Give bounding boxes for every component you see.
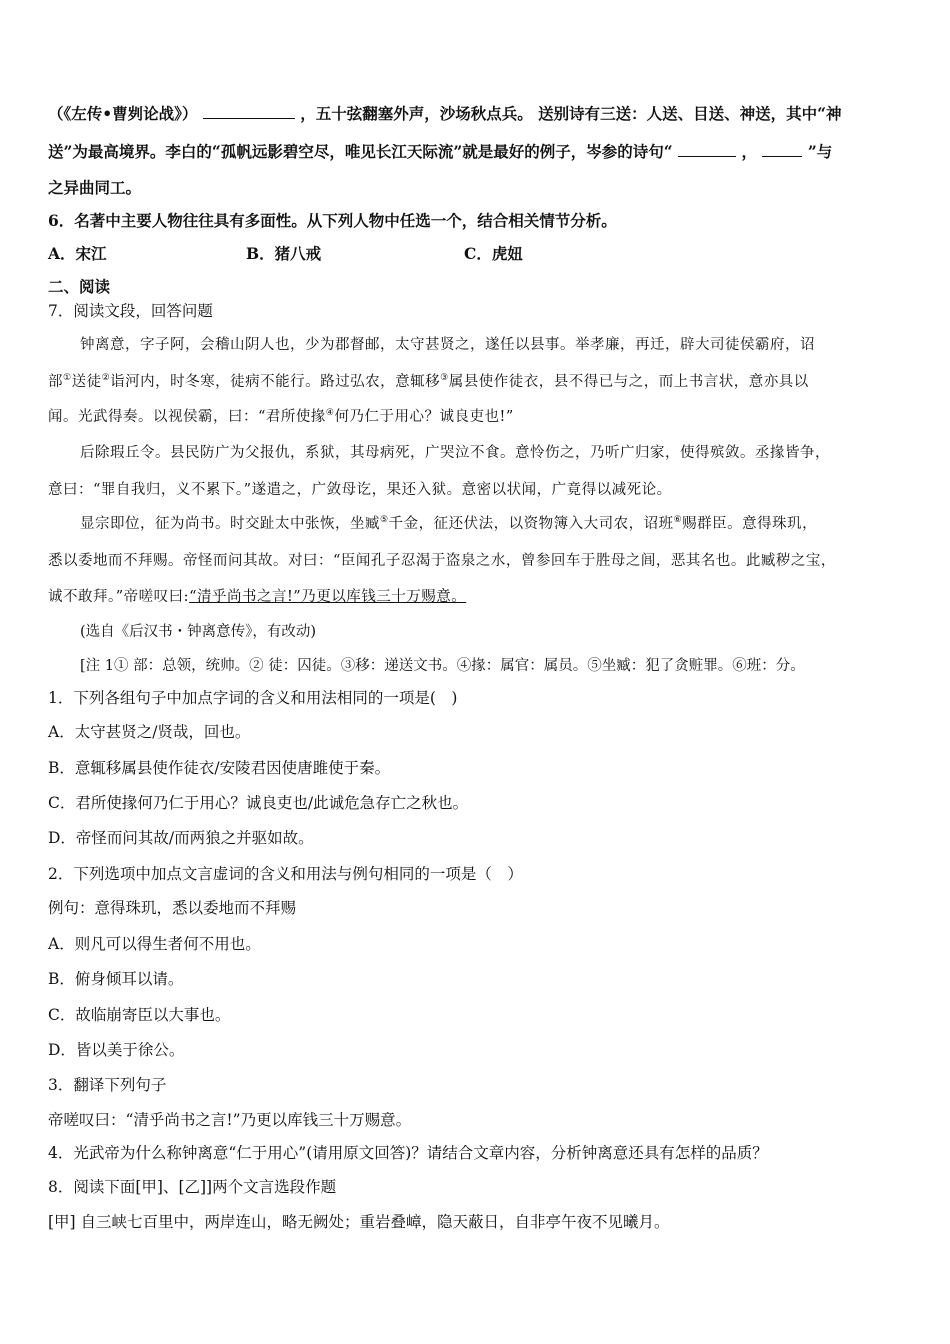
sub1-option-c: C．君所使掾何乃仁于用心？诚良吏也/此诚危急存亡之秋也。: [48, 794, 469, 812]
sub3-stem: 3．翻译下列句子: [48, 1076, 167, 1094]
sub1-stem: 1．下列各组句子中加点字词的含义和用法相同的一项是( ): [48, 689, 458, 707]
passage-line: [48, 372, 809, 392]
q8-stem: 8．阅读下面[甲]、[乙]]两个文言选段作题: [48, 1178, 337, 1196]
q5-source-text: （《左传•曹刿论战》）: [48, 104, 198, 123]
q5-comma: ，: [741, 142, 757, 161]
passage-text: 千金，征还伏法，以资物簿入大司农，诏班: [388, 516, 674, 532]
q5-line-1: [48, 104, 842, 124]
section-title: 二、阅读: [48, 277, 111, 296]
footnote-marker: ①: [63, 373, 72, 384]
passage-line: 意曰：“罪自我归，义不累下。”遂遣之，广敛母讫，果还入狱。意密以状闻，广竟得以减死论。: [48, 482, 672, 498]
sub2-option-b: B．俯身倾耳以请。: [48, 970, 184, 988]
footnote-marker: ③: [440, 373, 449, 384]
sub1-option-b: B．意辄移属县使作徒衣/安陵君因使唐雎使于秦。: [48, 759, 391, 777]
underlined-sentence: “清乎尚书之言!”乃更以库钱三十万赐意。: [189, 589, 467, 605]
sub2-option-d: D．皆以美于徐公。: [48, 1041, 185, 1059]
passage-text: 送徒: [71, 374, 102, 390]
passage-line: 悉以委地而不拜赐。帝怪而问其故。对曰：“臣闻孔子忍渴于盗泉之水，曾参回车于胜母之闾，恶其名也。此臧秽之宝，: [48, 553, 836, 569]
passage-source: (选自《后汉书・钟离意传》，有改动): [80, 624, 317, 640]
sub2-option-a: A．则凡可以得生者何不用也。: [48, 935, 261, 953]
q6-option-a: A．宋江: [48, 244, 107, 263]
footnote-marker: ②: [101, 373, 111, 384]
footnote-marker: ④: [325, 408, 335, 419]
sub2-example: 例句：意得珠玑，悉以委地而不拜赐: [48, 899, 297, 917]
q5-line-3: 之异曲同工。: [48, 178, 142, 197]
answer-blank: [678, 142, 736, 157]
q5-text: ，五十弦翻塞外声，沙场秋点兵。 送别诗有三送：人送、目送、神送，其中“神: [300, 104, 842, 123]
passage-text: 何乃仁于用心？诚良吏也!”: [334, 409, 514, 425]
passage-text: 诚不敢拜。”帝嗟叹曰:: [48, 589, 190, 605]
passage-text: 赐群臣。意得珠玑，: [682, 516, 818, 532]
answer-blank: [203, 104, 295, 119]
passage-notes: [注 1① 部：总领，统帅。② 徒：囚徒。③移：递送文书。④掾：属官：属员。⑤坐臧：犯了贪赃罪。⑥班：分。: [80, 658, 805, 674]
sub2-stem: 2．下列选项中加点文言虚词的含义和用法与例句相同的一项是（ ）: [48, 865, 523, 883]
passage-text: 属县使作徒衣，县不得已与之，而上书言状，意亦具以: [448, 374, 809, 390]
answer-blank: [762, 142, 802, 157]
q8-passage-jia: [甲] 自三峡七百里中，两岸连山，略无阙处；重岩叠嶂，隐天蔽日，自非亭午夜不见曦月。: [48, 1213, 670, 1231]
q6-option-b: B．猪八戒: [246, 244, 322, 263]
passage-line: [80, 514, 817, 534]
q5-text: 送”为最高境界。李白的“孤帆远影碧空尽，唯见长江天际流”就是最好的例子，岑参的诗句“: [48, 142, 673, 161]
passage-line: [48, 407, 514, 427]
passage-text: 诣河内，时冬寒，徒病不能行。路过弘农，意辄移: [110, 374, 441, 390]
passage-text: 闻。光武得奏。以视侯霸，曰：“君所使掾: [48, 409, 326, 425]
passage-text: 部: [48, 374, 63, 390]
q5-line-2: [48, 142, 832, 162]
footnote-marker: ⑤: [380, 515, 389, 526]
q6-stem: 6．名著中主要人物往往具有多面性。从下列人物中任选一个，结合相关情节分析。: [48, 211, 617, 230]
sub2-option-c: C．故临崩寄臣以大事也。: [48, 1006, 231, 1024]
q5-text: ”与: [807, 142, 833, 161]
q7-stem: 7．阅读文段，回答问题: [48, 302, 213, 320]
passage-line: 钟离意，字子阿，会稽山阴人也，少为郡督邮，太守甚贤之，遂任以县事。举孝廉，再迁，辟大司徒侯霸府，诏: [80, 337, 815, 353]
sub3-sentence: 帝嗟叹曰：“清乎尚书之言!”乃更以库钱三十万赐意。: [48, 1111, 412, 1129]
sub1-option-d: D．帝怪而问其故/而两狼之并驱如故。: [48, 829, 314, 847]
sub4-stem: 4．光武帝为什么称钟离意“仁于用心”(请用原文回答)？请结合文章内容，分析钟离意还具有怎样的品质？: [48, 1144, 768, 1162]
sub1-option-a: A．太守甚贤之/贤哉，回也。: [48, 723, 251, 741]
passage-line: [48, 587, 466, 607]
q6-option-c: C．虎妞: [464, 244, 523, 263]
passage-text: 显宗即位，征为尚书。时交趾太中张恢，坐臧: [80, 516, 380, 532]
footnote-marker: ⑥: [673, 515, 683, 526]
passage-line: 后除瑕丘令。县民防广为父报仇，系狱，其母病死，广哭泣不食。意怜伤之，乃听广归家，使得殡敛。丞掾皆争，: [80, 445, 830, 461]
